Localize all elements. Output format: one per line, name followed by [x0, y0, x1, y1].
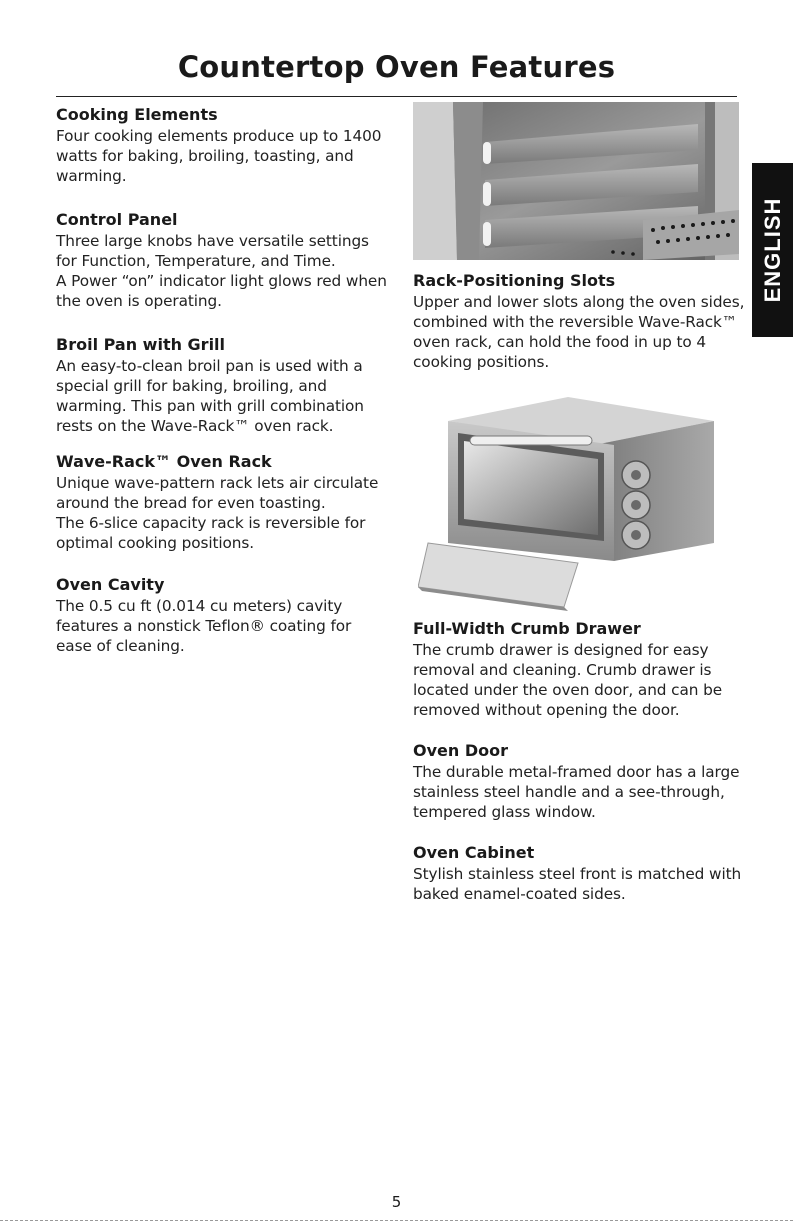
section-broil-pan	[56, 334, 391, 436]
section-cooking-elements	[56, 104, 391, 186]
crumb-drawer-text: The crumb drawer is designed for easy removal and cleaning. Crumb drawer is located under the oven door, and can be removed without opening the door.	[413, 641, 723, 719]
wave-rack-heading: Wave-Rack™ Oven Rack	[56, 452, 272, 471]
section-oven-door	[413, 740, 748, 822]
oven-cavity-heading: Oven Cavity	[56, 575, 165, 594]
title-divider	[56, 96, 737, 97]
control-panel-heading: Control Panel	[56, 210, 178, 229]
crumb-drawer-heading: Full-Width Crumb Drawer	[413, 619, 641, 638]
broil-pan-heading: Broil Pan with Grill	[56, 335, 226, 354]
section-control-panel	[56, 209, 391, 311]
oven-photo	[418, 393, 718, 611]
oven-cabinet-heading: Oven Cabinet	[413, 843, 535, 862]
rack-positioning-heading: Rack-Positioning Slots	[413, 271, 616, 290]
oven-door-text: The durable metal-framed door has a large stainless steel handle and a see-through, tempered glass window.	[413, 763, 740, 821]
language-tab	[752, 163, 793, 337]
page-number: 5	[391, 1193, 402, 1211]
cooking-elements-text: Four cooking elements produce up to 1400 watts for baking, broiling, toasting, and warming.	[56, 127, 382, 185]
cooking-elements-heading: Cooking Elements	[56, 105, 218, 124]
broil-pan-text: An easy-to-clean broil pan is used with a special grill for baking, broiling, and warming. This pan with grill combination rests on the Wave-Rack™ oven rack.	[56, 357, 364, 435]
wave-rack-text-2: The 6-slice capacity rack is reversible for optimal cooking positions.	[56, 514, 366, 552]
oven-cavity-text: The 0.5 cu ft (0.014 cu meters) cavity features a nonstick Teflon® coating for ease of cleaning.	[56, 597, 352, 655]
language-tab-label: ENGLISH	[759, 197, 785, 303]
control-panel-text-2: A Power “on” indicator light glows red when the oven is operating.	[56, 272, 387, 310]
section-oven-cavity	[56, 574, 391, 656]
rack-positioning-text: Upper and lower slots along the oven sides, combined with the reversible Wave-Rack™ oven rack, can hold the food in up to 4 cooking positions.	[413, 293, 745, 371]
rack-slots-photo	[413, 102, 739, 260]
section-crumb-drawer	[413, 618, 748, 720]
bottom-divider	[0, 1220, 793, 1221]
page-title: Countertop Oven Features	[177, 50, 616, 84]
oven-door-heading: Oven Door	[413, 741, 508, 760]
wave-rack-text: Unique wave-pattern rack lets air circulate around the bread for even toasting.	[56, 474, 379, 512]
section-wave-rack	[56, 451, 391, 553]
section-oven-cabinet	[413, 842, 748, 904]
section-rack-positioning	[413, 270, 748, 372]
control-panel-text: Three large knobs have versatile settings for Function, Temperature, and Time.	[56, 232, 369, 270]
oven-cabinet-text: Stylish stainless steel front is matched with baked enamel-coated sides.	[413, 865, 742, 903]
